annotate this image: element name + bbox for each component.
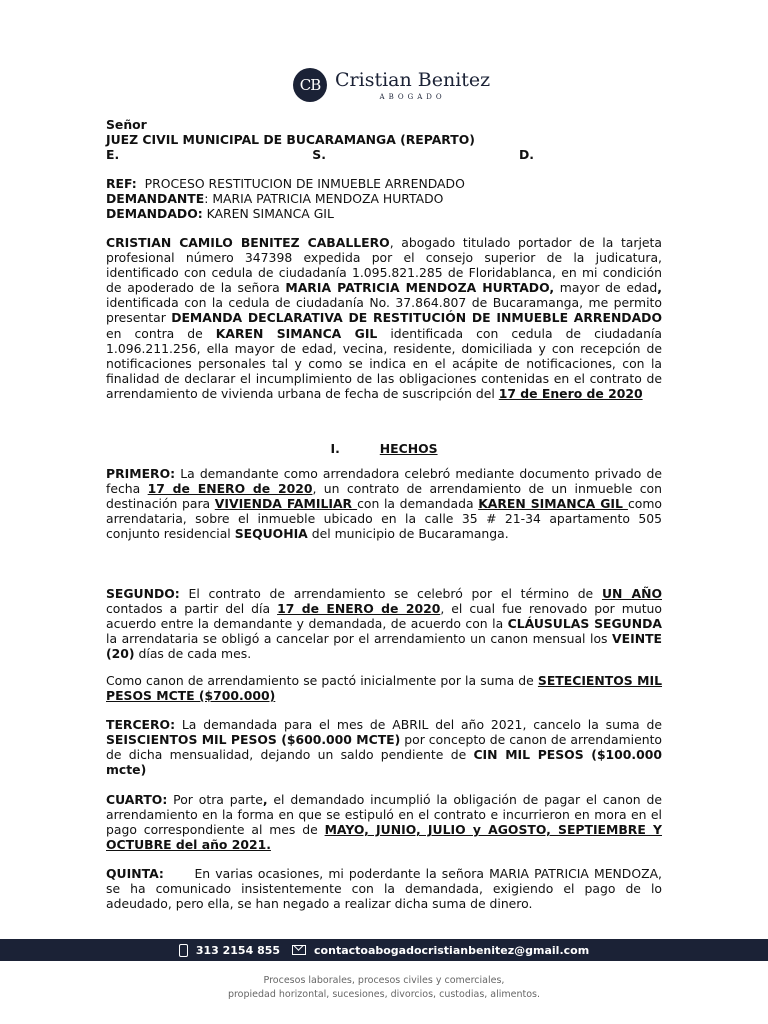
esd-d: D.	[519, 147, 534, 163]
intro-paragraph	[106, 235, 662, 401]
fact-text: UN AÑO	[601, 586, 662, 601]
intro-text: identificada con la cedula de ciudadanía No. 37.864.807 de Bucaramanga, me permito presentar	[106, 295, 662, 326]
ref-line	[106, 176, 662, 191]
logo-text	[335, 70, 490, 101]
demandante-line	[106, 191, 662, 206]
logo-subtitle: ABOGADO	[379, 92, 446, 101]
intro-text: en contra de	[106, 325, 216, 341]
fact-text: ,	[262, 792, 268, 807]
fact-text: 17 de ENERO de 2020	[277, 601, 441, 617]
phone-number: 313 2154 855	[195, 943, 281, 957]
fact-quinta	[106, 866, 666, 912]
fact-text: 17 de ENERO de 2020	[147, 481, 313, 497]
fact-label: TERCERO:	[106, 717, 176, 732]
fact-text: por concepto de canon de arrendamiento de dicha mensualidad, dejando un saldo pendiente de	[106, 732, 663, 763]
fact-text: En varias ocasiones, mi poderdante la señora MARIA PATRICIA MENDOZA, se ha comunicado insistentemente con la demandada, exigiendo el pago de lo adeudado, pero ella, se han negado a realizar dicha suma de dinero.	[106, 866, 666, 912]
fact-text: VEINTE (20)	[106, 631, 662, 662]
ref-label: REF:	[106, 176, 137, 191]
fact-text: La demandada para el mes de ABRIL del año 2021, cancelo la suma de	[175, 717, 662, 732]
section-title: HECHOS	[379, 441, 438, 456]
ref-value: PROCESO RESTITUCION DE INMUEBLE ARRENDADO	[144, 176, 465, 191]
intro-contract-date: 17 de Enero de 2020	[498, 385, 643, 401]
footer-note-line-2: propiedad horizontal, sucesiones, divorcios, custodias, alimentos.	[227, 989, 541, 1000]
intro-text: identificada con cedula de ciudadanía 1.096.211.256, ella mayor de edad, vecina, residente, domiciliada y con recepción de notificaciones personales tal y como se indica en el acápite de notificaciones, con la finalidad de declarar el incumplimiento de las obligaciones contenidas en el contrato de arrendamiento de vivienda urbana de fecha de suscripción del	[106, 325, 662, 401]
fact-text: como arrendataria, sobre el inmueble ubicado en la calle 35 # 21-34 apartamento 505 conjunto residencial	[106, 496, 662, 542]
demandado-value: KAREN SIMANCA GIL	[206, 206, 334, 222]
section-number: I.	[330, 441, 340, 456]
addressee-block	[106, 117, 662, 162]
esd-e: E.	[106, 147, 120, 163]
footer-contact-bar	[0, 939, 768, 961]
footer-note-line-1: Procesos laborales, procesos civiles y comerciales,	[263, 975, 505, 986]
fact-text: con la demandada	[357, 496, 479, 512]
fact-primero	[106, 466, 662, 541]
fact-text: del municipio de Bucaramanga.	[307, 526, 509, 542]
demandante-value: : MARIA PATRICIA MENDOZA HURTADO	[204, 191, 444, 207]
fact-text: SEISCIENTOS MIL PESOS ($600.000 MCTE)	[106, 732, 401, 748]
intro-lawyer-name: CRISTIAN CAMILO BENITEZ CABALLERO	[106, 235, 390, 250]
fact-text: el demandado incumplió la obligación de pagar el canon de arrendamiento en la forma en que se estipuló en el contrato e incurrieron en mora en el pago correspondiente al mes de	[106, 792, 662, 838]
email-address: contactoabogadocristianbenitez@gmail.com	[314, 943, 590, 957]
salutation: Señor	[106, 117, 147, 132]
logo	[293, 68, 490, 102]
demandado-label: DEMANDADO:	[106, 206, 203, 222]
footer-services-note	[0, 974, 768, 1002]
fact-text: El contrato de arrendamiento se celebró por el término de	[179, 586, 602, 601]
logo-name: Cristian Benitez	[335, 68, 491, 91]
intro-demand-type: DEMANDA DECLARATIVA DE RESTITUCIÓN DE INMUEBLE ARRENDADO	[171, 310, 663, 326]
canon-amount: SETECIENTOS MIL PESOS MCTE ($700.000)	[106, 673, 663, 704]
demandado-line	[106, 206, 662, 221]
fact-label: SEGUNDO:	[106, 586, 180, 601]
intro-text: ,	[657, 280, 662, 296]
demandante-label: DEMANDANTE	[106, 191, 205, 207]
intro-text: mayor de edad	[554, 280, 658, 296]
reference-block	[106, 176, 662, 221]
fact-text: la arrendataria se obligó a cancelar por el arrendamiento un canon mensual los	[106, 631, 613, 647]
fact-text: SEQUOHIA	[234, 526, 308, 542]
fact-text: días de cada mes.	[134, 646, 252, 662]
fact-text: CIN MIL PESOS ($100.000 mcte)	[106, 747, 662, 778]
fact-text: KAREN SIMANCA GIL	[478, 496, 628, 512]
fact-label: CUARTO:	[106, 792, 168, 807]
intro-client-name: MARIA PATRICIA MENDOZA HURTADO,	[285, 280, 555, 296]
fact-label: QUINTA:	[106, 866, 164, 881]
section-heading	[106, 441, 662, 456]
footer-email	[292, 944, 589, 957]
fact-text: CLÁUSULAS SEGUNDA	[507, 616, 662, 632]
fact-label: PRIMERO:	[106, 466, 176, 481]
intro-defendant-name: KAREN SIMANCA GIL	[215, 325, 378, 341]
footer-phone	[179, 944, 280, 957]
logo-monogram: CB	[293, 68, 327, 102]
fact-text: contados a partir del día	[106, 601, 278, 617]
canon-paragraph	[106, 673, 662, 703]
addressee: JUEZ CIVIL MUNICIPAL DE BUCARAMANGA (REPARTO)	[106, 132, 475, 148]
intro-text: , abogado titulado portador de la tarjeta profesional número 347398 expedida por el consejo superior de la judicatura, identificado con cedula de ciudadanía 1.095.821.285 de Floridablanca, en mi condición de apoderado de la señora	[106, 235, 663, 296]
fact-text: VIVIENDA FAMILIAR	[214, 496, 358, 512]
canon-text: Como canon de arrendamiento se pactó inicialmente por la suma de	[106, 673, 538, 688]
fact-cuarto	[106, 792, 662, 852]
mail-icon	[292, 945, 306, 955]
fact-segundo	[106, 586, 662, 661]
fact-text: , un contrato de arrendamiento de un inmueble con destinación para	[106, 481, 662, 512]
esd-s: S.	[312, 147, 326, 163]
fact-text: , el cual fue renovado por mutuo acuerdo entre la demandante y demandada, de acuerdo con la	[106, 601, 662, 632]
phone-icon	[179, 944, 188, 957]
fact-tercero	[106, 717, 662, 777]
fact-text: La demandante como arrendadora celebró mediante documento privado de fecha	[106, 466, 662, 497]
esd-line	[106, 147, 534, 162]
fact-text: MAYO, JUNIO, JULIO y AGOSTO, SEPTIEMBRE Y OCTUBRE del año 2021.	[106, 822, 662, 853]
fact-text: Por otra parte	[167, 792, 263, 807]
